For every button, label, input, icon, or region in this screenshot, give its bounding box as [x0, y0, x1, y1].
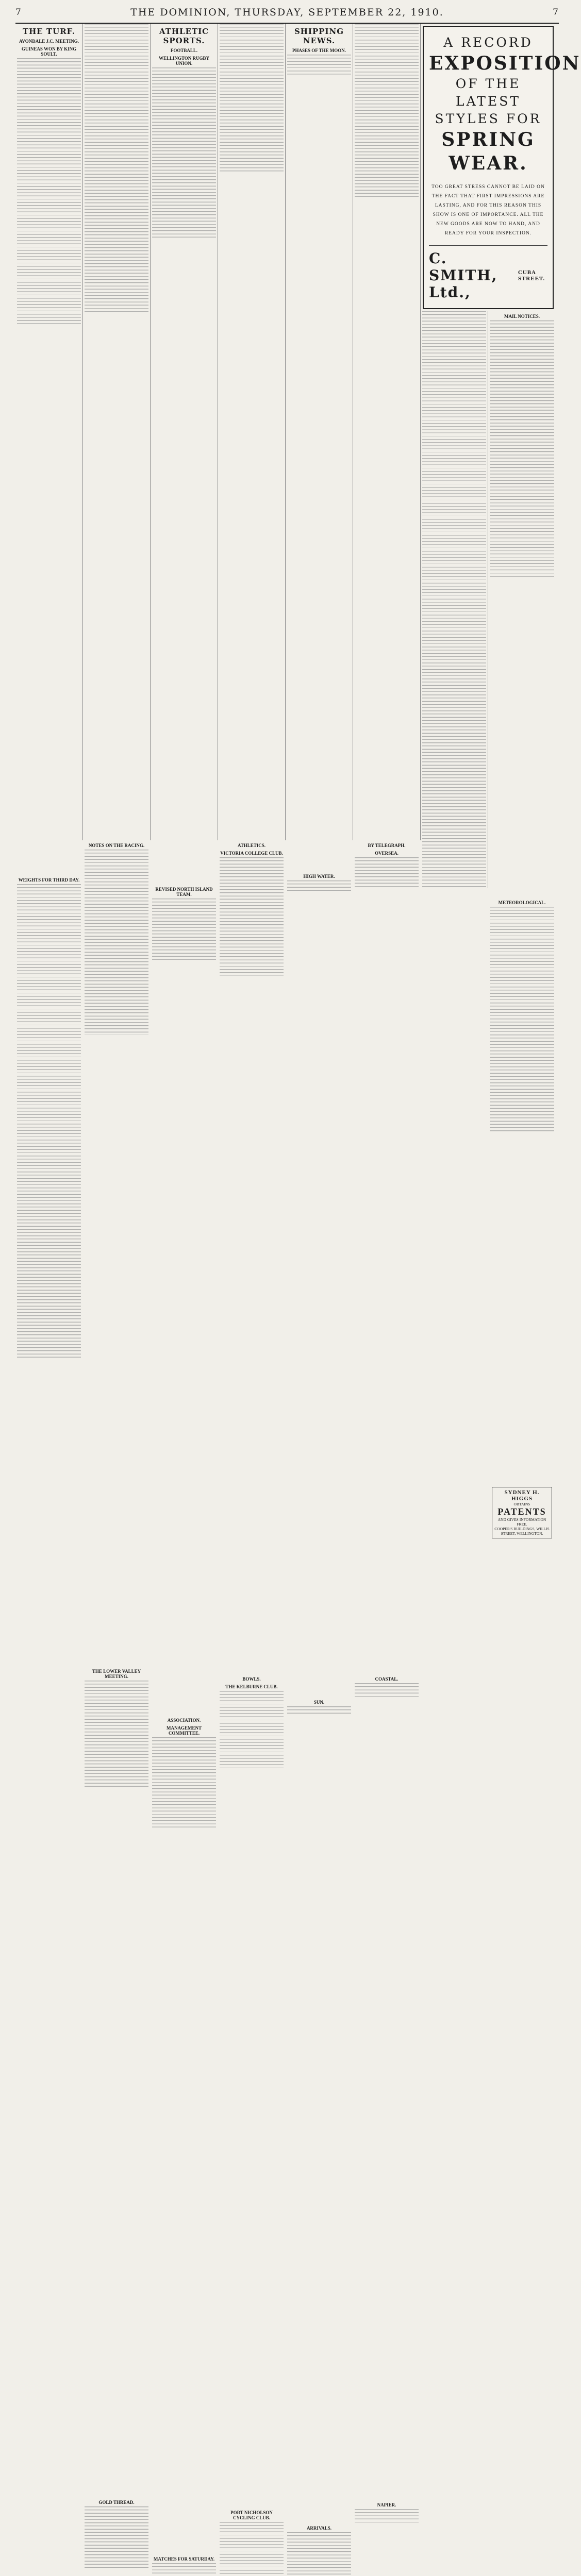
athletic-sub-4: ASSOCIATION. [167, 1718, 201, 1723]
ad-line-2-text: EXPOSITION [429, 53, 581, 74]
ad-line-3: OF THE LATEST [455, 76, 521, 109]
shipping2-body-3 [355, 1683, 419, 2500]
athletic-body-1 [152, 67, 216, 884]
athletic-sub-2: WELLINGTON RUGBY UNION. [158, 56, 210, 66]
athletic-sub-3: REVISED NORTH ISLAND TEAM. [155, 887, 213, 897]
mail-notices-heading: MAIL NOTICES. [504, 314, 540, 319]
column-athletic [151, 24, 218, 2562]
meteo-heading: METEOROLOGICAL. [498, 900, 546, 905]
turf-sub-4: NOTES ON THE RACING. [88, 843, 145, 848]
shipping2-body-2 [355, 857, 419, 1674]
column-sports-2 [218, 24, 286, 2520]
column-turf-2 [83, 24, 151, 2505]
shipping2-sub-2: OVERSEA. [375, 851, 399, 856]
column-8-lower [488, 311, 556, 1536]
shipping-body-3 [287, 1706, 351, 2523]
athletic-body-4 [152, 2563, 216, 2576]
ad-line-2 [429, 52, 581, 75]
athletic-body-3 [152, 1737, 216, 2554]
sports2-sub-4: THE KELBURNE CLUB. [225, 1684, 278, 1689]
ad-firm: C. SMITH, Ltd., [429, 250, 498, 301]
patents-line: AND GIVES INFORMATION FREE. [497, 1517, 546, 1527]
column-shipping-2 [353, 24, 421, 2507]
column-ads [421, 24, 581, 1536]
shipping2-sub-1: BY TELEGRAPH. [368, 843, 406, 848]
turf-sub-6: GOLD THREAD. [98, 2500, 135, 2505]
patents-big: PATENTS [497, 1506, 546, 1517]
turf-sub-3: WEIGHTS FOR THIRD DAY. [18, 877, 80, 883]
column-shipping [286, 24, 353, 2531]
athletic-sub-1: FOOTBALL. [170, 48, 198, 53]
turf-body-3 [85, 24, 148, 840]
shipping-sub-4: ARRIVALS. [306, 2526, 332, 2531]
masthead-title: THE DOMINION, THURSDAY, SEPTEMBER 22, 1910. [130, 7, 444, 18]
page-number-right: 7 [553, 7, 559, 18]
athletic-body-2 [152, 899, 216, 1715]
shipping2-sub-4: NAPIER. [377, 2502, 396, 2507]
athletic-sub-6: MATCHES FOR SATURDAY. [153, 2556, 215, 2562]
shipping-body-2 [287, 880, 351, 1697]
ad-signature [429, 250, 547, 301]
turf-body-5 [85, 1681, 148, 2497]
column-7-lower [421, 311, 488, 888]
shipping-sub-1: PHASES OF THE MOON. [292, 48, 346, 53]
sports2-sub-1: ATHLETICS. [237, 843, 266, 848]
sports2-sub-2: VICTORIA COLLEGE CLUB. [220, 851, 283, 856]
athletic-heading: ATHLETIC SPORTS. [159, 27, 209, 45]
shipping2-body-1 [355, 24, 419, 840]
sports2-body-2 [220, 857, 284, 1674]
shipping-sub-3: SUN. [313, 1700, 325, 1705]
columns [15, 24, 581, 2562]
shipping-body-1 [287, 55, 351, 871]
sports2-sub-5: PORT NICHOLSON CYCLING CLUB. [230, 2510, 273, 2520]
turf-body-4 [85, 850, 148, 1666]
sports2-body-3 [220, 1691, 284, 2507]
ad-street: CUBA STREET. [518, 269, 545, 282]
ad-line-1: A RECORD [443, 35, 533, 50]
athletic-sub-5: MANAGEMENT COMMITTEE. [167, 1725, 202, 1736]
ad-line-5 [429, 128, 547, 175]
lower-columns [421, 311, 556, 1536]
ad-rule [429, 245, 547, 246]
turf-sub-1: AVONDALE J.C. MEETING. [19, 39, 79, 44]
turf-body-1 [17, 58, 81, 875]
patents-obtains: OBTAINS [513, 1502, 530, 1506]
mail-body [490, 320, 554, 897]
turf-sub-2: GUINEAS WON BY KING SOULT. [21, 46, 77, 57]
col7-body-1 [422, 311, 486, 888]
patents-address: COOPER'S BUILDINGS, WILLIS STREET, WELLINGTON. [494, 1527, 550, 1536]
shipping-sub-2: HIGH WATER. [303, 874, 335, 879]
turf-body-6 [85, 2506, 148, 2576]
spring-wear-ad [423, 26, 581, 309]
column-turf [15, 24, 83, 883]
turf-sub-5: THE LOWER VALLEY MEETING. [92, 1669, 141, 1679]
turf-heading: THE TURF. [22, 27, 76, 36]
masthead [15, 2, 559, 24]
shipping2-sub-3: COASTAL. [375, 1676, 399, 1682]
page-number-left: 7 [15, 7, 22, 18]
ad-line-5-text: SPRING WEAR. [441, 129, 535, 174]
ad-body: TOO GREAT STRESS CANNOT BE LAID ON THE FACT THAT FIRST IMPRESSIONS ARE LASTING, AND FOR THIS REASON THIS SHOW IS ONE OF IMPORTANCE. ALL THE NEW GOODS ARE NOW TO HAND, AND READY FOR YOUR INSPECTION. [431, 184, 545, 236]
sports2-body-4 [220, 2522, 284, 2576]
shipping-body-4 [287, 2532, 351, 2576]
shipping-heading: SHIPPING NEWS. [294, 27, 344, 45]
turf-body-2 [17, 884, 81, 1701]
shipping2-body-4 [355, 2509, 419, 2576]
patents-name: SYDNEY H. HIGGS [504, 1489, 540, 1502]
patents-ad [492, 1487, 552, 1538]
sports2-body-1 [220, 24, 284, 840]
ad-line-4: STYLES FOR [435, 111, 542, 126]
sports2-sub-3: BOWLS. [242, 1676, 261, 1682]
meteo-body [490, 907, 554, 1484]
